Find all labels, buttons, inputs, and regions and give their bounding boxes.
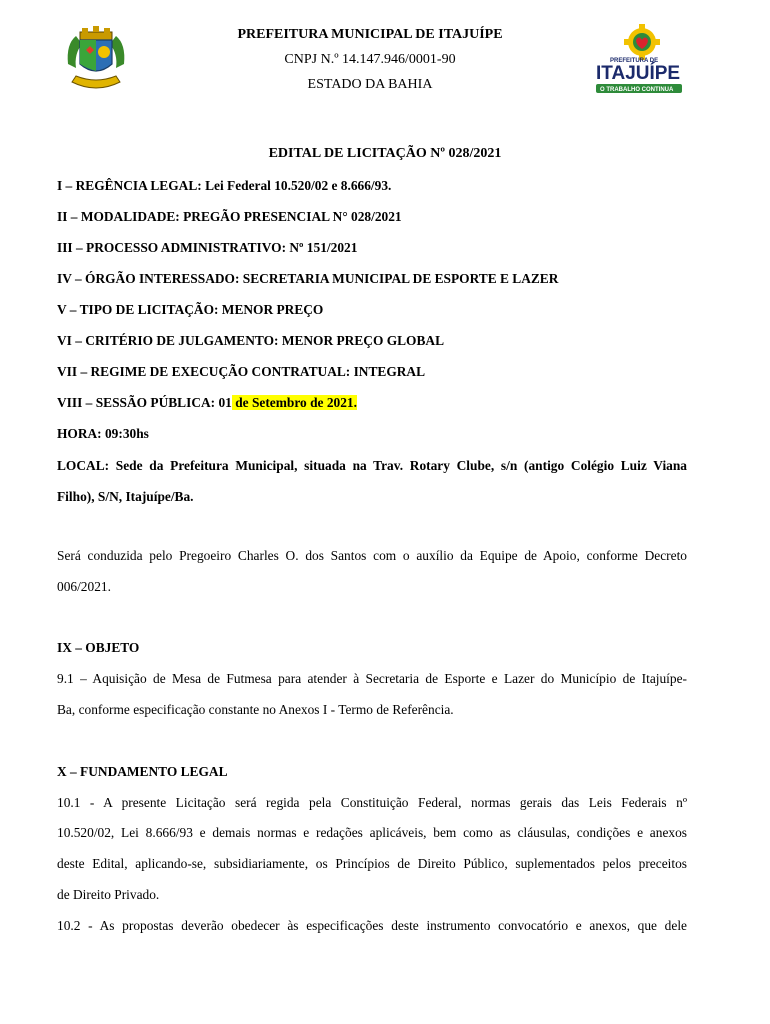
session-prefix: VIII – SESSÃO PÚBLICA: 01 xyxy=(57,395,232,410)
item-regencia: I – REGÊNCIA LEGAL: Lei Federal 10.520/02 e 8.666/93. xyxy=(57,178,392,193)
section-ix-line-2: Ba, conforme especificação constante no Anexos I - Termo de Referência. xyxy=(57,702,454,717)
local-line-2: Filho), S/N, Itajuípe/Ba. xyxy=(57,489,194,504)
itajuipe-logo xyxy=(590,24,686,96)
item-sessao xyxy=(57,395,357,411)
item-criterio: VI – CRITÉRIO DE JULGAMENTO: MENOR PREÇO GLOBAL xyxy=(57,333,445,348)
item-tipo: V – TIPO DE LICITAÇÃO: MENOR PREÇO xyxy=(57,302,324,317)
local-line-1: LOCAL: Sede da Prefeitura Municipal, situada na Trav. Rotary Clube, s/n (antigo Colégio Luiz Viana xyxy=(57,458,687,473)
logo-name: ITAJUÍPE xyxy=(596,63,681,84)
state-name: ESTADO DA BAHIA xyxy=(307,77,433,92)
conducted-line-1: Será conduzida pelo Pregoeiro Charles O. dos Santos com o auxílio da Equipe de Apoio, conforme Decreto xyxy=(57,548,687,563)
section-x-heading: X – FUNDAMENTO LEGAL xyxy=(57,764,228,779)
municipality-name: PREFEITURA MUNICIPAL DE ITAJUÍPE xyxy=(237,27,503,42)
letterhead xyxy=(160,26,580,94)
section-x-p1-line-4: de Direito Privado. xyxy=(57,887,160,902)
section-x-p1-line-1: 10.1 - A presente Licitação será regida pela Constituição Federal, normas gerais das Leis Federais nº xyxy=(57,795,687,810)
cnpj-number: CNPJ N.º 14.147.946/0001-90 xyxy=(284,52,456,67)
conducted-line-2: 006/2021. xyxy=(57,579,111,594)
item-orgao: IV – ÓRGÃO INTERESSADO: SECRETARIA MUNICIPAL DE ESPORTE E LAZER xyxy=(57,271,559,286)
document-title: EDITAL DE LICITAÇÃO Nº 028/2021 xyxy=(268,146,502,161)
section-ix-line-1: 9.1 – Aquisição de Mesa de Futmesa para atender à Secretaria de Esporte e Lazer do Município de Itajuípe- xyxy=(57,671,687,686)
item-modalidade: II – MODALIDADE: PREGÃO PRESENCIAL N° 028/2021 xyxy=(57,209,402,224)
item-processo: III – PROCESSO ADMINISTRATIVO: Nº 151/2021 xyxy=(57,240,358,255)
logo-top-text: PREFEITURA DE xyxy=(610,58,659,64)
hora: HORA: 09:30hs xyxy=(57,426,149,441)
section-x-p1-line-3: deste Edital, aplicando-se, subsidiariamente, os Princípios de Direito Público, suplementados pelos preceitos xyxy=(57,856,687,871)
section-ix-heading: IX – OBJETO xyxy=(57,640,140,655)
logo-slogan: O TRABALHO CONTINUA xyxy=(600,87,674,93)
item-regime: VII – REGIME DE EXECUÇÃO CONTRATUAL: INTEGRAL xyxy=(57,364,426,379)
municipal-crest-icon xyxy=(62,24,130,90)
section-x-p1-line-2: 10.520/02, Lei 8.666/93 e demais normas e redações aplicáveis, bem como as cláusulas, condições e anexos xyxy=(57,825,687,840)
section-x-p2-line-1: 10.2 - As propostas deverão obedecer às especificações deste instrumento convocatório e anexos, que dele xyxy=(57,918,687,933)
gear-icon xyxy=(624,24,660,60)
session-date-highlight: de Setembro de 2021. xyxy=(231,395,357,410)
